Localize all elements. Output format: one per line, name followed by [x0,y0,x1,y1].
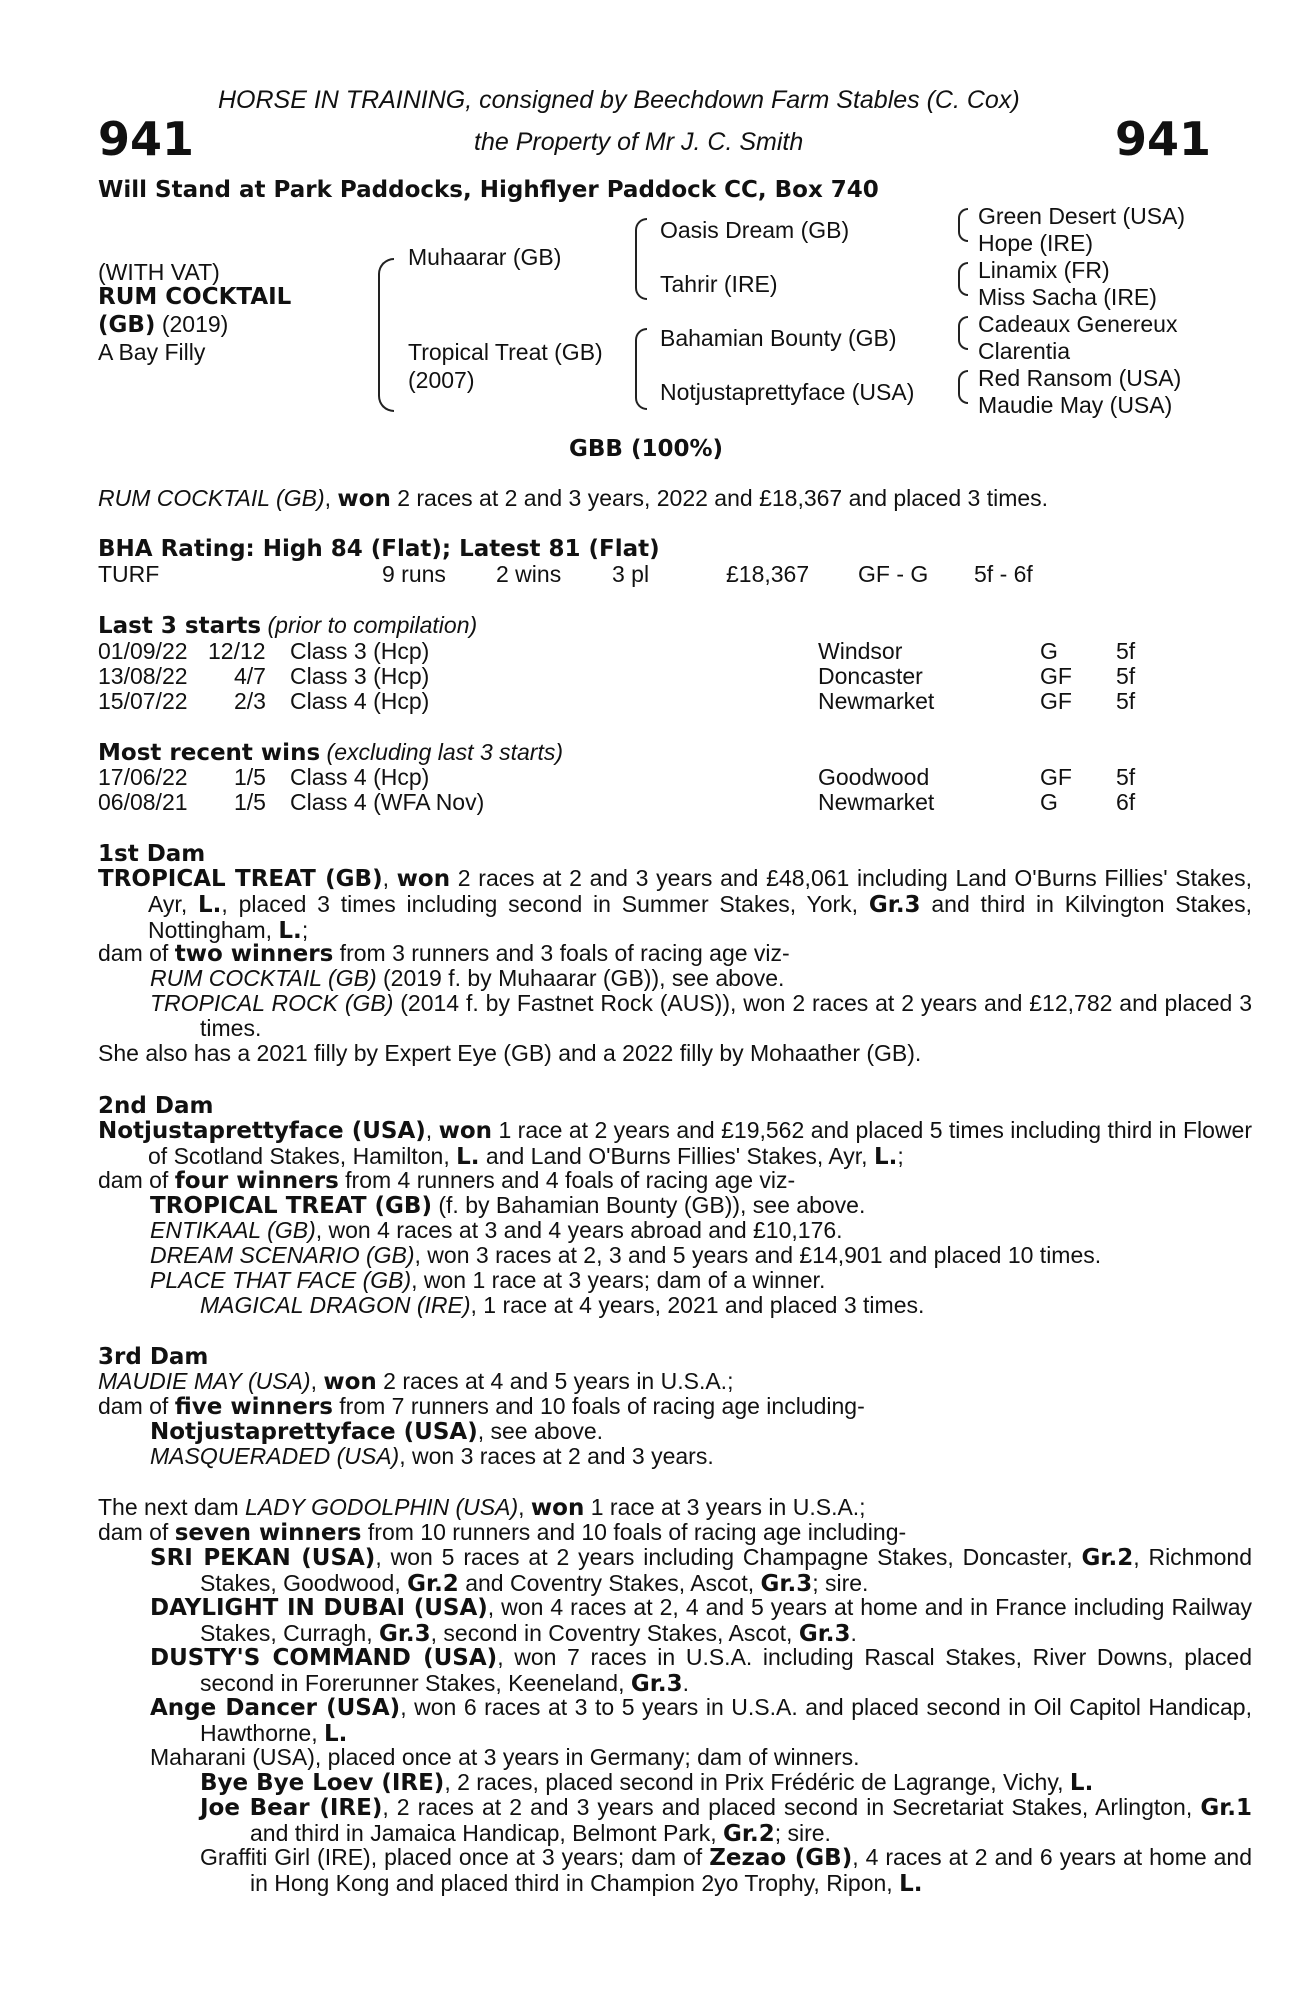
produce-text: , Richmond Stakes, Goodwood, [200,1544,1253,1596]
dam4-name: LADY GODOLPHIN (USA) [245,1494,519,1520]
group-mark: Gr.3 [378,1621,431,1647]
group-mark: Gr.3 [760,1571,813,1597]
last3-title: Last 3 starts [98,613,262,639]
ancestor-g1: Green Desert (USA) [978,203,1186,229]
cell-going: G [1040,638,1058,664]
race-summary: RUM COCKTAIL (GB), won 2 races at 2 and 3 years, 2022 and £18,367 and placed 3 times. [98,485,1049,512]
cell-distance: 5f [1116,663,1136,689]
dam4-produce-2 [150,1595,1252,1647]
separator: , [518,1494,531,1520]
sire: Muhaarar (GB) [408,244,562,270]
damof-rest: from 4 runners and 4 foals of racing age viz- [338,1167,796,1193]
winners-count: five winners [174,1394,333,1420]
ancestor-g8: Maudie May (USA) [978,392,1173,418]
group-mark: Gr.2 [407,1571,459,1597]
cell-date: 06/08/21 [98,789,188,815]
summary-name: RUM COCKTAIL (GB) [98,485,325,511]
dam4-produce-4 [150,1695,1252,1747]
cell-pos: 1/5 [234,764,266,790]
cell-class: Class 3 (Hcp) [290,638,430,664]
produce-text: and Coventry Stakes, Ascot, [458,1570,761,1596]
produce-text: , 1 race at 4 years, 2021 and placed 3 times. [470,1292,925,1318]
wins-note: (excluding last 3 starts) [320,739,564,765]
damof-rest: from 3 runners and 3 foals of racing age viz- [333,940,790,966]
lot-number-right: 941 [1115,112,1212,166]
summary-won: won [337,486,391,512]
produce-text: Graffiti Girl (IRE), placed once at 3 years; dam of [200,1844,710,1870]
horse-year: (2019) [155,311,229,337]
cell-course: Goodwood [818,764,930,790]
produce-text: , won 6 races at 3 to 5 years in U.S.A. and placed second in Oil Capitol Handicap, Hawthorne, [200,1694,1252,1746]
consignor-line: HORSE IN TRAINING, consigned by Beechdown Farm Stables (C. Cox) [218,86,1020,114]
wins-title: Most recent wins [98,740,321,766]
produce-text: . [682,1670,689,1696]
produce-name: PLACE THAT FACE (GB) [150,1267,412,1293]
produce-text: ; sire. [812,1570,869,1596]
bha-rating: BHA Rating: High 84 (Flat); Latest 81 (Flat) [98,536,660,562]
produce-text: , won 7 races in U.S.A. including Rascal Stakes, River Downs, placed second in Forerunner Stakes, Keeneland, [200,1644,1252,1696]
dam1-produce-intro [98,941,790,967]
dam2-text: and Land O'Burns Fillies' Stakes, Ayr, [479,1143,874,1169]
dam1-text: and third in Kilvington Stakes, Nottingham, [148,891,1252,943]
dam4-produce-5: Maharani (USA), placed once at 3 years in Germany; dam of winners. [150,1744,860,1770]
sire-dam: Tahrir (IRE) [660,271,778,297]
turf-surface: TURF [98,561,160,587]
produce-text: . [850,1620,857,1646]
dam4-intro: The next dam [98,1494,246,1520]
listed-mark: L. [873,1144,898,1170]
brace-g4 [958,370,968,404]
produce-text: , see above. [477,1418,604,1444]
last3-heading [98,613,477,639]
ancestor-g2: Hope (IRE) [978,230,1094,256]
produce-text: (f. by Bahamian Bounty (GB)), see above. [431,1192,866,1218]
brace-sire [635,218,647,300]
dam4-record [98,1495,866,1521]
produce-name: ENTIKAAL (GB) [150,1217,316,1243]
dam3-produce-1 [150,1419,603,1445]
dam1-produce-1 [150,966,784,991]
produce-name: MAGICAL DRAGON (IRE) [200,1292,471,1318]
cell-going: G [1040,789,1058,815]
produce-text: , 4 races at 2 and 6 years at home and in Hong Kong and placed third in Champion 2yo Trophy, Ripon, [250,1844,1253,1896]
dam2-produce-5 [200,1293,924,1318]
produce-text: , won 3 races at 2, 3 and 5 years and £14,901 and placed 10 times. [414,1242,1102,1268]
produce-text: ; sire. [774,1820,831,1846]
cell-date: 01/09/22 [98,638,188,664]
listed-mark: L. [899,1871,923,1897]
produce-text: , won 1 race at 3 years; dam of a winner. [411,1267,826,1293]
dam3-produce-intro [98,1394,865,1420]
ancestor-g5: Cadeaux Genereux [978,311,1178,337]
horse-country: (GB) [98,312,156,338]
produce-name: Bye Bye Loev (IRE) [200,1770,445,1796]
listed-mark: L. [324,1721,348,1747]
brace-g2 [958,262,968,296]
dam4-grandproduce-3 [200,1845,1252,1897]
group-mark: Gr.1 [1200,1795,1252,1821]
dam1-name: TROPICAL TREAT (GB) [98,866,383,892]
horse-name: RUM COCKTAIL [98,284,292,310]
damof-label: dam of [98,940,175,966]
listed-mark: L. [456,1144,480,1170]
dam1-text: , placed 3 times including second in Summer Stakes, York, [221,891,869,917]
dam2-produce-intro [98,1168,795,1194]
dam4-won: won [530,1495,585,1521]
dam1-won: won [396,866,451,892]
produce-name: TROPICAL ROCK (GB) [150,990,394,1016]
dam2-text: ; [897,1143,904,1169]
ancestor-g6: Clarentia [978,338,1071,364]
cell-course: Newmarket [818,789,935,815]
cell-course: Newmarket [818,688,935,714]
cell-distance: 6f [1116,789,1136,815]
dam2-produce-4 [150,1268,825,1293]
dam4-text: 1 race at 3 years in U.S.A.; [584,1494,866,1520]
dam1-also: She also has a 2021 filly by Expert Eye (GB) and a 2022 filly by Mohaather (GB). [98,1040,922,1066]
listed-mark: L. [1069,1770,1094,1796]
cell-course: Windsor [818,638,903,664]
damof-label: dam of [98,1393,175,1419]
damof-rest: from 10 runners and 10 foals of racing age including- [361,1519,907,1545]
cell-distance: 5f [1116,764,1136,790]
stand-line: Will Stand at Park Paddocks, Highflyer Paddock CC, Box 740 [98,177,879,203]
damof-label: dam of [98,1167,175,1193]
dam2-name: Notjustaprettyface (USA) [98,1118,426,1144]
produce-text: (2014 f. by Fastnet Rock (AUS)), won 2 races at 2 years and £12,782 and placed 3 times. [200,990,1252,1041]
cell-going: GF [1040,688,1072,714]
produce-name: DUSTY'S COMMAND (USA) [150,1645,498,1671]
dam4-grandproduce-1 [200,1770,1093,1796]
produce-text: , won 4 races at 2, 4 and 5 years at home and in France including Railway Stakes, Curragh, [200,1594,1252,1646]
produce-text: , 2 races, placed second in Prix Frédéric de Lagrange, Vichy, [444,1769,1070,1795]
winners-count: two winners [174,941,334,967]
cell-date: 13/08/22 [98,663,188,689]
brace-dam [635,328,647,410]
turf-runs: 9 runs [382,561,446,587]
dam2-produce-2 [150,1218,843,1243]
dam-year: (2007) [408,367,475,393]
produce-text: , 2 races at 2 and 3 years and placed second in Secretariat Stakes, Arlington, [382,1794,1201,1820]
dam1-record: TROPICAL TREAT (GB), won 2 races at 2 and 3 years and £48,061 including Land O'Burns Fillies' Stakes, Ayr, L., placed 3 times including second in Summer Stakes, York, Gr.3 and third in Kilvington Stakes, Nottingham, L.; [98,865,1252,944]
dam3-text: 2 races at 4 and 5 years in U.S.A.; [376,1368,734,1394]
dam3-name: MAUDIE MAY (USA) [98,1368,311,1394]
turf-wins: 2 wins [496,561,562,587]
group-mark: Gr.2 [723,1821,775,1847]
damof-label: dam of [98,1519,175,1545]
cell-class: Class 3 (Hcp) [290,663,430,689]
group-mark: Gr.3 [630,1671,683,1697]
cell-going: GF [1040,663,1072,689]
sire-sire: Oasis Dream (GB) [660,217,850,243]
brace-g3 [958,316,968,350]
dam3-record: MAUDIE MAY (USA), won 2 races at 4 and 5 years in U.S.A.; [98,1368,734,1395]
turf-money: £18,367 [726,561,810,587]
brace-g1 [958,208,968,242]
dam2-produce-1 [150,1193,865,1219]
cell-distance: 5f [1116,638,1136,664]
group-mark: Gr.2 [1081,1545,1134,1571]
cell-date: 15/07/22 [98,688,188,714]
owner-line: the Property of Mr J. C. Smith [474,128,804,156]
produce-name: TROPICAL TREAT (GB) [150,1193,432,1219]
dam1-heading: 1st Dam [98,841,206,867]
gbb-rating: GBB (100%) [569,436,724,462]
winners-count: four winners [174,1168,339,1194]
produce-text: , won 3 races at 2 and 3 years. [399,1443,714,1469]
produce-name: SRI PEKAN (USA) [150,1545,376,1571]
group-mark: Gr.3 [798,1621,851,1647]
cell-pos: 4/7 [234,663,266,689]
dam2-produce-3 [150,1243,1101,1268]
ancestor-g3: Linamix (FR) [978,257,1110,283]
dam2-won: won [438,1118,493,1144]
dam3-won: won [323,1369,377,1395]
cell-pos: 1/5 [234,789,266,815]
dam4-produce-1 [150,1545,1252,1597]
produce-text: , won 4 races at 3 and 4 years abroad and £10,176. [315,1217,843,1243]
cell-pos: 12/12 [208,638,266,664]
listed-mark: L. [198,892,222,918]
cell-class: Class 4 (WFA Nov) [290,789,485,815]
dam-dam: Notjustaprettyface (USA) [660,379,915,405]
cell-going: GF [1040,764,1072,790]
listed-mark: L. [278,918,302,944]
dam3-heading: 3rd Dam [98,1344,209,1370]
cell-pos: 2/3 [234,688,266,714]
cell-class: Class 4 (Hcp) [290,764,430,790]
produce-name: RUM COCKTAIL (GB) [150,965,377,991]
dam4-produce-intro [98,1520,906,1546]
winners-count: seven winners [174,1520,362,1546]
horse-name-line2 [98,312,228,338]
dam1-text: ; [301,917,309,943]
last3-note: (prior to compilation) [261,612,478,638]
produce-text: and third in Jamaica Handicap, Belmont Park, [250,1820,724,1846]
vat-label: (WITH VAT) [98,259,220,285]
produce-text: , second in Coventry Stakes, Ascot, [430,1620,799,1646]
produce-name: Joe Bear (IRE) [200,1795,383,1821]
produce-name: DAYLIGHT IN DUBAI (USA) [150,1595,488,1621]
produce-text: , won 5 races at 2 years including Champagne Stakes, Doncaster, [375,1544,1082,1570]
dam4-grandproduce-2 [200,1795,1252,1847]
brace-main [378,258,394,412]
group-mark: Gr.3 [868,892,921,918]
produce-name: MASQUERADED (USA) [150,1443,400,1469]
produce-name: Zezao (GB) [709,1845,853,1871]
lot-number-left: 941 [98,112,195,166]
damof-rest: from 7 runners and 10 foals of racing age including- [332,1393,865,1419]
dam3-produce-2 [150,1444,714,1469]
ancestor-g7: Red Ransom (USA) [978,365,1182,391]
dam1-produce-2 [150,991,1252,1041]
produce-name: Notjustaprettyface (USA) [150,1419,478,1445]
summary-text: 2 races at 2 and 3 years, 2022 and £18,367 and placed 3 times. [390,485,1049,511]
produce-name: DREAM SCENARIO (GB) [150,1242,415,1268]
turf-places: 3 pl [612,561,650,587]
turf-distance: 5f - 6f [974,561,1033,587]
dam: Tropical Treat (GB) [408,339,603,365]
dam-sire: Bahamian Bounty (GB) [660,325,897,351]
cell-course: Doncaster [818,663,923,689]
wins-heading [98,740,563,766]
ancestor-g4: Miss Sacha (IRE) [978,284,1157,310]
produce-text: (2019 f. by Muhaarar (GB)), see above. [376,965,785,991]
cell-class: Class 4 (Hcp) [290,688,430,714]
dam4-produce-3 [150,1645,1252,1697]
dam1-text: 2 races at 2 and 3 years and £48,061 including Land O'Burns Fillies' Stakes, Ayr, [148,865,1252,917]
cell-date: 17/06/22 [98,764,188,790]
turf-going: GF - G [858,561,929,587]
produce-name: Ange Dancer (USA) [150,1695,401,1721]
dam2-record: Notjustaprettyface (USA), won 1 race at 2 years and £19,562 and placed 5 times including third in Flower of Scotland Stakes, Hamilton, L. and Land O'Burns Fillies' Stakes, Ayr, L.; [98,1117,1253,1170]
dam2-text: 1 race at 2 years and £19,562 and placed 5 times including third in Flower of Scotland Stakes, Hamilton, [148,1117,1253,1169]
horse-description: A Bay Filly [98,339,206,365]
dam2-heading: 2nd Dam [98,1093,214,1119]
cell-distance: 5f [1116,688,1136,714]
